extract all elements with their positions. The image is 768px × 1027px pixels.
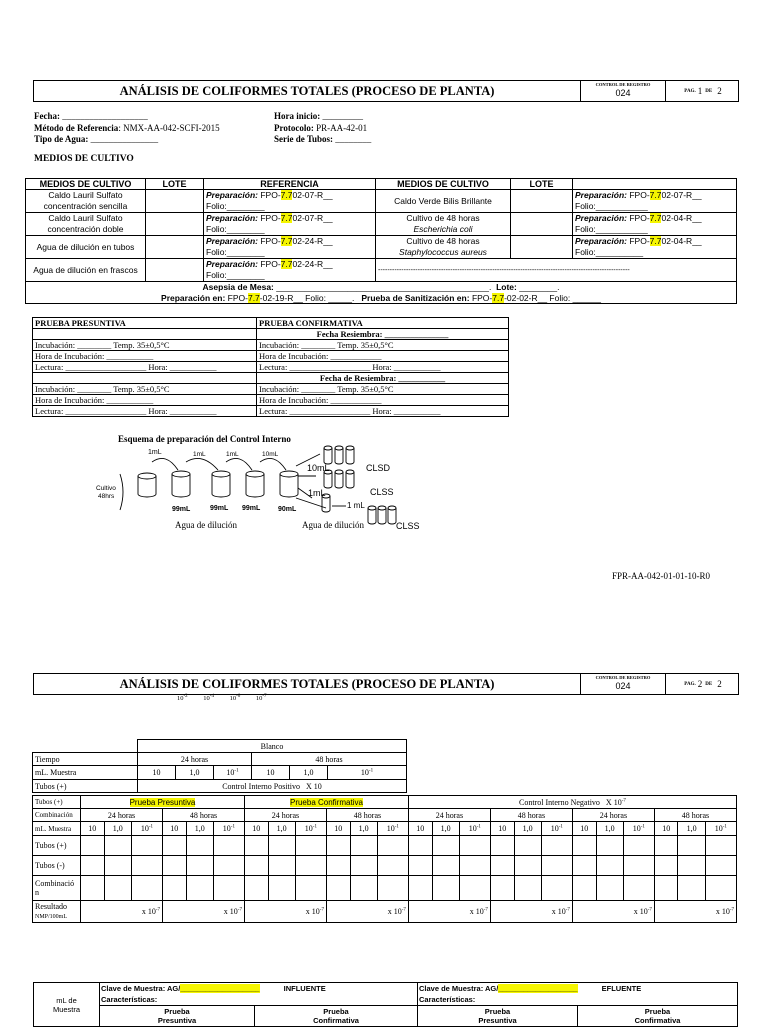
grid-input-cell[interactable] — [678, 876, 705, 901]
grid-input-cell[interactable] — [705, 856, 736, 876]
c-lectura-cell: Lectura: ___________________ Hora: ___________ — [257, 362, 509, 373]
h48-cell: 48 horas — [162, 809, 244, 822]
grid-input-cell[interactable] — [162, 856, 186, 876]
grid-input-cell[interactable] — [623, 856, 654, 876]
control-interno-table — [32, 795, 737, 923]
ml-value-cell: $10^{-1}$ — [131, 822, 162, 836]
grid-input-cell[interactable] — [131, 876, 162, 901]
lote2-cell — [511, 236, 573, 259]
grid-input-cell[interactable] — [490, 876, 514, 901]
grid-input-cell[interactable] — [268, 856, 295, 876]
grid-input-cell[interactable] — [162, 876, 186, 901]
lote-cell — [146, 259, 204, 282]
c-hora-incubacion-cell: Hora de Incubación: ____________ — [257, 351, 509, 362]
tubos-pos-row — [33, 836, 737, 856]
res-row — [33, 901, 737, 923]
grid-input-cell[interactable] — [326, 856, 350, 876]
grid-input-cell[interactable] — [268, 876, 295, 901]
grid-input-cell[interactable] — [432, 876, 459, 901]
page2-control-registro: CONTROL DE REGISTRO 024 — [581, 674, 666, 694]
grid-input-cell[interactable] — [490, 836, 514, 856]
medio-cell: Agua de dilución en tubos — [26, 236, 146, 259]
c-incubacion-cell: Incubación: ________ Temp. 35±0,5°C — [257, 340, 509, 351]
h48-cell: 48 horas — [490, 809, 572, 822]
res-label: Resultado NMP/100mL — [33, 901, 81, 923]
grid-input-cell[interactable] — [705, 836, 736, 856]
h24-label: 24 horas — [138, 753, 252, 766]
medios-header-2: MEDIOS DE CULTIVO — [376, 179, 511, 190]
referencia-cell: Preparación: FPO-7.702-07-R__ Folio:________ — [204, 190, 376, 213]
h24-cell: 24 horas — [572, 809, 654, 822]
lote2-cell — [511, 213, 573, 236]
grid-input-cell[interactable] — [377, 836, 408, 856]
table-row — [26, 190, 737, 213]
referencia2-cell: Preparación: FPO-7.702-07-R__ Folio:___________ — [573, 190, 737, 213]
c-hora-incubacion-cell: Hora de Incubación: ____________ — [257, 395, 509, 406]
presuntiva-header: PRUEBA PRESUNTIVA — [33, 318, 257, 329]
grid-input-cell[interactable] — [186, 836, 213, 856]
page2-title: ANÁLISIS DE COLIFORMES TOTALES (PROCESO DE PLANTA) — [34, 674, 581, 694]
muestras-table — [33, 982, 738, 1027]
label-99ml-1: 99mL — [172, 506, 191, 513]
medios-table — [25, 178, 737, 304]
confirmativa-header: PRUEBA CONFIRMATIVA — [257, 318, 509, 329]
dil-4: $10^{-4}$ — [203, 694, 214, 703]
grid-input-cell[interactable] — [541, 876, 572, 901]
ml-row — [33, 822, 737, 836]
resultado-cell[interactable]: x $10^{-7}$ — [81, 901, 163, 923]
val-cell: $10^{-1}$ — [214, 766, 252, 780]
page2-title-box — [33, 673, 739, 695]
medio2-cell: Cultivo de 48 horas Staphylococcus aureus — [376, 236, 511, 259]
ml-value-cell: $10^{-1}$ — [623, 822, 654, 836]
grid-input-cell[interactable] — [541, 856, 572, 876]
grid-input-cell[interactable] — [459, 836, 490, 856]
dil-7: $10^{-7}$ — [255, 694, 267, 703]
val-cell: 10 — [252, 766, 290, 780]
grid-input-cell[interactable] — [432, 856, 459, 876]
label-clsd: CLSD — [366, 463, 391, 473]
hora-inicio-line: Hora inicio: _________ — [274, 111, 363, 121]
resultado-cell[interactable]: x $10^{-7}$ — [162, 901, 244, 923]
table-row — [26, 213, 737, 236]
serie-tubos-line: Serie de Tubos: ________ — [274, 134, 372, 144]
ml-value-cell: 1,0 — [678, 822, 705, 836]
label-clss-2: CLSS — [396, 521, 420, 531]
ml-value-cell: 1,0 — [268, 822, 295, 836]
grid-input-cell[interactable] — [104, 836, 131, 856]
dashes-cell: ------------------------------------------------------------------------------------------------------------ — [376, 259, 737, 282]
grid-input-cell[interactable] — [408, 836, 432, 856]
prueba-confirmativa-efluente: Prueba Confirmativa — [578, 1006, 738, 1027]
grid-input-cell[interactable] — [596, 856, 623, 876]
ml-muestra-label: mL. Muestra — [33, 766, 138, 780]
lote-cell — [146, 213, 204, 236]
ml-value-cell: 1,0 — [186, 822, 213, 836]
lectura-cell: Lectura: ___________________ Hora: ___________ — [33, 406, 257, 417]
ml-muestra-cell: mL de Muestra — [34, 983, 100, 1027]
prueba-presuntiva-influente: Prueba Presuntiva — [100, 1006, 255, 1027]
dilution-diagram — [90, 432, 450, 537]
referencia-cell: Preparación: FPO-7.702-07-R__ Folio:________ — [204, 213, 376, 236]
val-cell: 10 — [138, 766, 176, 780]
grid-input-cell[interactable] — [514, 876, 541, 901]
hora-incubacion-cell: Hora de Incubación: ___________ — [33, 351, 257, 362]
blank-cell — [33, 329, 257, 340]
tubos-neg-row — [33, 856, 737, 876]
blank-header — [573, 179, 737, 190]
grid-input-cell[interactable] — [572, 836, 596, 856]
fecha-resiembra-1: Fecha Resiembra: _______________ — [257, 329, 509, 340]
page1-title: ANÁLISIS DE COLIFORMES TOTALES (PROCESO DE PLANTA) — [34, 81, 581, 101]
grid-input-cell[interactable] — [162, 836, 186, 856]
grid-input-cell[interactable] — [104, 876, 131, 901]
grid-input-cell[interactable] — [459, 876, 490, 901]
page2-page-number: PAG. 2 DE 2 — [684, 679, 722, 689]
resultado-cell[interactable]: x $10^{-7}$ — [572, 901, 654, 923]
label-agua-dilucion-2: Agua de dilución — [302, 520, 364, 530]
label-clss: CLSS — [370, 487, 394, 497]
dilutions-line — [177, 694, 267, 702]
ml-value-cell: 10 — [572, 822, 596, 836]
label-1ml-a: 1mL — [193, 451, 206, 458]
comb-label: Combinació n — [33, 876, 81, 901]
ml-value-cell: $10^{-1}$ — [459, 822, 490, 836]
label-1ml: 1mL — [148, 449, 162, 456]
clave-influente: Clave de Muestra: AG/___________________ INFLUENTE — [100, 983, 418, 995]
label-10ml: 10mL — [262, 451, 279, 458]
grid-input-cell[interactable] — [377, 876, 408, 901]
ml-value-cell: 1,0 — [350, 822, 377, 836]
overlap-comb: Combinación — [33, 809, 81, 822]
asepsia-row — [26, 282, 737, 304]
ml-value-cell: 1,0 — [432, 822, 459, 836]
comb-row — [33, 876, 737, 901]
page1-meta-right — [274, 111, 494, 146]
bottles — [120, 446, 396, 524]
grid-input-cell[interactable] — [350, 836, 377, 856]
ml-value-cell: 10 — [81, 822, 105, 836]
resultado-cell[interactable]: x $10^{-7}$ — [654, 901, 736, 923]
grid-input-cell[interactable] — [678, 856, 705, 876]
resultado-cell[interactable]: x $10^{-7}$ — [244, 901, 326, 923]
grid-input-cell[interactable] — [81, 836, 105, 856]
diagram-title: Esquema de preparación del Control Interno — [118, 434, 291, 444]
header-confirmativa-1: Prueba Confirmativa — [244, 796, 408, 809]
h24-cell: 24 horas — [408, 809, 490, 822]
prueba-presuntiva-efluente: Prueba Presuntiva — [418, 1006, 578, 1027]
label-1ml-c: 1mL — [308, 488, 326, 498]
lote-cell — [146, 236, 204, 259]
resultado-cell[interactable]: x $10^{-7}$ — [490, 901, 572, 923]
h48-label: 48 horas — [252, 753, 407, 766]
label-1ml-b: 1mL — [226, 451, 239, 458]
hora-incubacion-cell: Hora de Incubación: ___________ — [33, 395, 257, 406]
ml-value-cell: 1,0 — [514, 822, 541, 836]
val-cell: 1,0 — [176, 766, 214, 780]
medio-cell: Caldo Lauril Sulfato concentración sencilla — [26, 190, 146, 213]
tubos-pos-label: Tubos (+) — [33, 780, 138, 793]
grid-input-cell[interactable] — [244, 836, 268, 856]
grid-input-cell[interactable] — [81, 856, 105, 876]
grid-input-cell[interactable] — [268, 836, 295, 856]
grid-input-cell[interactable] — [678, 836, 705, 856]
grid-input-cell[interactable] — [350, 856, 377, 876]
c-incubacion-cell: Incubación: ________ Temp. 35±0,5°C — [257, 384, 509, 395]
label-10ml-b: 10mL — [307, 463, 330, 473]
ml-label: mL. Muestra — [33, 822, 81, 836]
grid-input-cell[interactable] — [186, 856, 213, 876]
page1-form-code: FPR-AA-042-01-01-10-R0 — [612, 571, 710, 581]
lote-header-2: LOTE — [511, 179, 573, 190]
medio-cell: Agua de dilución en frascos — [26, 259, 146, 282]
overlap-tubos: Tubos (+) — [33, 796, 81, 809]
prueba-confirmativa-influente: Prueba Confirmativa — [255, 1006, 418, 1027]
fecha-line: Fecha: ___________________ — [34, 111, 148, 121]
val-cell: $10^{-1}$ — [328, 766, 407, 780]
caracteristicas-efluente: Características: — [418, 994, 738, 1006]
grid-input-cell[interactable] — [572, 856, 596, 876]
medios-header: MEDIOS DE CULTIVO — [26, 179, 146, 190]
grid-input-cell[interactable] — [131, 856, 162, 876]
label-agua-dilucion-1: Agua de dilución — [175, 520, 237, 530]
grid-input-cell[interactable] — [459, 856, 490, 876]
ml-value-cell: $10^{-1}$ — [705, 822, 736, 836]
grid-input-cell[interactable] — [572, 876, 596, 901]
medio2-cell: Caldo Verde Bilis Brillante — [376, 190, 511, 213]
label-48hrs: 48hrs — [98, 493, 115, 500]
grid-input-cell[interactable] — [490, 856, 514, 876]
protocolo-line: Protocolo: PR-AA-42-01 — [274, 122, 368, 133]
grid-input-cell[interactable] — [408, 856, 432, 876]
ml-value-cell: 1,0 — [596, 822, 623, 836]
label-1ml-d: 1 mL — [347, 501, 365, 510]
resultado-cell[interactable]: x $10^{-7}$ — [326, 901, 408, 923]
lote-cell — [146, 190, 204, 213]
cin-label: Control Interno Negativo X $10^{-7}$ — [408, 796, 736, 809]
grid-input-cell[interactable] — [295, 876, 326, 901]
table-row — [26, 236, 737, 259]
medio2-cell: Cultivo de 48 horas Escherichia coli — [376, 213, 511, 236]
ml-value-cell: 10 — [654, 822, 678, 836]
grid-input-cell[interactable] — [705, 876, 736, 901]
grid-input-cell[interactable] — [623, 876, 654, 901]
ml-value-cell: $10^{-1}$ — [541, 822, 572, 836]
table-row — [26, 259, 737, 282]
page1-title-box — [33, 80, 739, 102]
grid-input-cell[interactable] — [213, 876, 244, 901]
grid-input-cell[interactable] — [596, 876, 623, 901]
grid-input-cell[interactable] — [213, 856, 244, 876]
grid-input-cell[interactable] — [514, 836, 541, 856]
resultado-cell[interactable]: x $10^{-7}$ — [408, 901, 490, 923]
grid-input-cell[interactable] — [213, 836, 244, 856]
grid-input-cell[interactable] — [654, 836, 678, 856]
grid-input-cell[interactable] — [326, 836, 350, 856]
grid-input-cell[interactable] — [432, 836, 459, 856]
tubos-pos-label: Tubos (+) — [33, 836, 81, 856]
page1-page-number: PAG. 1 DE 2 — [684, 86, 722, 96]
label-90ml: 90mL — [278, 506, 297, 513]
grid-input-cell[interactable] — [326, 876, 350, 901]
grid-input-cell[interactable] — [541, 836, 572, 856]
ml-value-cell: $10^{-1}$ — [213, 822, 244, 836]
grid-input-cell[interactable] — [596, 836, 623, 856]
grid-input-cell[interactable] — [408, 876, 432, 901]
blank-cell — [33, 373, 257, 384]
lote2-cell — [511, 190, 573, 213]
grid-input-cell[interactable] — [514, 856, 541, 876]
clave-efluente: Clave de Muestra: AG/___________________ EFLUENTE — [418, 983, 738, 995]
incubacion-cell: Incubación: ________ Temp. 35±0,5°C — [33, 384, 257, 395]
h48-cell: 48 horas — [654, 809, 736, 822]
val-cell: 1,0 — [290, 766, 328, 780]
h24-cell: 24 horas — [244, 809, 326, 822]
label-99ml-3: 99mL — [242, 505, 261, 512]
medio-cell: Caldo Lauril Sulfato concentración doble — [26, 213, 146, 236]
page1-control-registro: CONTROL DE REGISTRO 024 — [581, 81, 666, 101]
tiempo-label: Tiempo — [33, 753, 138, 766]
dil-2: $10^{-2}$ — [177, 694, 188, 703]
grid-input-cell[interactable] — [186, 876, 213, 901]
referencia-header: REFERENCIA — [204, 179, 376, 190]
ml-value-cell: 1,0 — [104, 822, 131, 836]
grid-input-cell[interactable] — [377, 856, 408, 876]
grid-input-cell[interactable] — [244, 876, 268, 901]
grid-input-cell[interactable] — [654, 876, 678, 901]
h24-cell: 24 horas — [81, 809, 163, 822]
referencia2-cell: Preparación: FPO-7.702-04-R__ Folio:___________ — [573, 213, 737, 236]
fecha-resiembra-2: Fecha de Resiembra: ___________ — [257, 373, 509, 384]
grid-input-cell[interactable] — [131, 836, 162, 856]
caracteristicas-influente: Características: — [100, 994, 418, 1006]
page1-meta-left — [34, 111, 274, 146]
lectura-cell: Lectura: ___________________ Hora: ___________ — [33, 362, 257, 373]
grid-input-cell[interactable] — [654, 856, 678, 876]
grid-input-cell[interactable] — [295, 836, 326, 856]
pruebas-table — [32, 317, 509, 417]
ml-value-cell: 10 — [408, 822, 432, 836]
grid-input-cell[interactable] — [623, 836, 654, 856]
metodo-line: Método de Referencia: NMX-AA-042-SCFI-2015 — [34, 122, 220, 133]
ml-value-cell: 10 — [162, 822, 186, 836]
referencia-cell: Preparación: FPO-7.702-24-R__ Folio:________ — [204, 236, 376, 259]
referencia-cell: Preparación: FPO-7.702-24-R__ Folio:________ — [204, 259, 376, 282]
grid-input-cell[interactable] — [81, 876, 105, 901]
cip-label: Control Interno Positivo X 10 — [138, 780, 407, 793]
grid-input-cell[interactable] — [244, 856, 268, 876]
medios-heading: MEDIOS DE CULTIVO — [34, 154, 134, 164]
tubos-neg-label: Tubos (-) — [33, 856, 81, 876]
blanco-table — [32, 739, 407, 793]
asepsia-line: Asepsia de Mesa: _____________________________________________. Lote: ________. — [202, 282, 560, 292]
grid-input-cell[interactable] — [350, 876, 377, 901]
ml-value-cell: $10^{-1}$ — [295, 822, 326, 836]
ml-value-cell: 10 — [244, 822, 268, 836]
h48-cell: 48 horas — [326, 809, 408, 822]
c-lectura-cell: Lectura: ___________________ Hora: ___________ — [257, 406, 509, 417]
preparacion-en-line: Preparación en: FPO-7.7-02-19-R__ Folio: _____. Prueba de Sanitización en: FPO-7.7-02-02-R__ Folio: ______ — [161, 292, 601, 303]
label-99ml-2: 99mL — [210, 505, 229, 512]
grid-input-cell[interactable] — [295, 856, 326, 876]
tipo-agua-line: Tipo de Agua: _______________ — [34, 134, 159, 144]
ml-value-cell: 10 — [326, 822, 350, 836]
lote-header: LOTE — [146, 179, 204, 190]
header-presuntiva-1: Prueba Presuntiva — [81, 796, 245, 809]
ml-value-cell: $10^{-1}$ — [377, 822, 408, 836]
ml-value-cell: 10 — [490, 822, 514, 836]
referencia2-cell: Preparación: FPO-7.702-04-R__ Folio:__________ — [573, 236, 737, 259]
blanco-header: Blanco — [138, 740, 407, 753]
label-cultivo: Cultivo — [96, 485, 116, 492]
dil-6: $10^{-6}$ — [229, 694, 241, 703]
incubacion-cell: Incubación: ________ Temp. 35±0,5°C — [33, 340, 257, 351]
grid-input-cell[interactable] — [104, 856, 131, 876]
